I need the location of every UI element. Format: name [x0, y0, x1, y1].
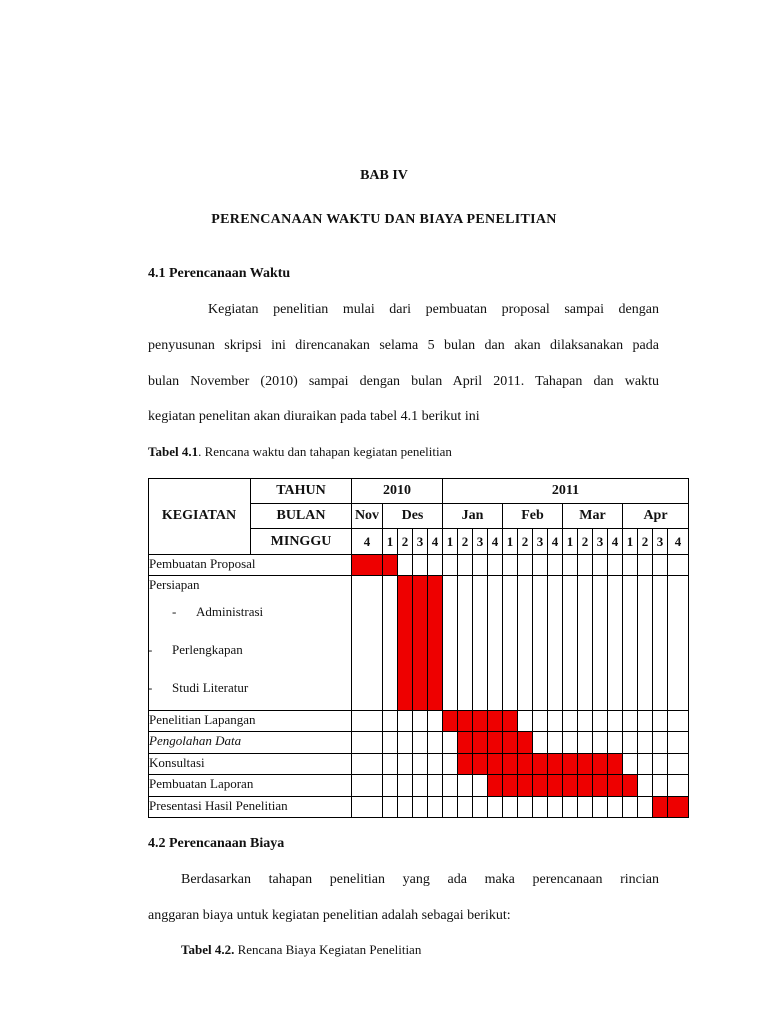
schedule-empty-cell: [638, 797, 653, 818]
schedule-empty-cell: [593, 576, 608, 711]
schedule-bar-cell: [593, 754, 608, 775]
week-header: 1: [503, 529, 518, 555]
schedule-empty-cell: [668, 775, 689, 797]
schedule-bar-cell: [473, 732, 488, 754]
schedule-empty-cell: [443, 775, 458, 797]
schedule-empty-cell: [578, 797, 593, 818]
schedule-empty-cell: [623, 711, 638, 732]
schedule-empty-cell: [638, 711, 653, 732]
schedule-empty-cell: [563, 576, 578, 711]
schedule-bar-cell: [473, 754, 488, 775]
schedule-empty-cell: [428, 775, 443, 797]
table-4-2-caption: [181, 942, 421, 958]
chapter-title: PERENCANAAN WAKTU DAN BIAYA PENELITIAN: [211, 212, 557, 227]
week-header: 3: [653, 529, 668, 555]
schedule-empty-cell: [653, 576, 668, 711]
schedule-empty-cell: [398, 555, 413, 576]
schedule-bar-cell: [578, 775, 593, 797]
schedule-empty-cell: [488, 797, 503, 818]
schedule-empty-cell: [443, 576, 458, 711]
schedule-empty-cell: [488, 555, 503, 576]
month-header: Apr: [623, 504, 689, 529]
bullet-dash: -: [172, 604, 177, 619]
schedule-empty-cell: [352, 797, 383, 818]
schedule-empty-cell: [563, 797, 578, 818]
schedule-bar-cell: [503, 754, 518, 775]
schedule-empty-cell: [533, 732, 548, 754]
schedule-empty-cell: [352, 576, 383, 711]
schedule-empty-cell: [668, 555, 689, 576]
paragraph-line: penyusunan skripsi ini direncanakan selama 5 bulan dan akan dilaksanakan pada: [148, 338, 659, 353]
schedule-empty-cell: [383, 754, 398, 775]
week-header: 1: [623, 529, 638, 555]
schedule-empty-cell: [563, 711, 578, 732]
schedule-empty-cell: [578, 732, 593, 754]
schedule-empty-cell: [638, 775, 653, 797]
activity-subitem: Perlengkapan: [172, 642, 243, 657]
schedule-bar-cell: [488, 732, 503, 754]
schedule-bar-cell: [608, 754, 623, 775]
schedule-empty-cell: [623, 754, 638, 775]
week-header: 3: [593, 529, 608, 555]
schedule-empty-cell: [398, 797, 413, 818]
week-header: 3: [413, 529, 428, 555]
schedule-empty-cell: [488, 576, 503, 711]
schedule-empty-cell: [608, 576, 623, 711]
schedule-bar-cell: [548, 775, 563, 797]
schedule-empty-cell: [428, 732, 443, 754]
schedule-empty-cell: [548, 797, 563, 818]
schedule-empty-cell: [668, 732, 689, 754]
schedule-table: [148, 478, 689, 818]
schedule-empty-cell: [518, 711, 533, 732]
schedule-bar-cell: [488, 775, 503, 797]
week-header: 4: [668, 529, 689, 555]
schedule-empty-cell: [518, 555, 533, 576]
schedule-empty-cell: [413, 711, 428, 732]
activity-label: Pembuatan Proposal: [148, 555, 352, 576]
schedule-empty-cell: [458, 797, 473, 818]
schedule-empty-cell: [668, 754, 689, 775]
schedule-bar-cell: [503, 732, 518, 754]
bullet-dash: -: [148, 642, 153, 657]
week-header: 4: [428, 529, 443, 555]
schedule-empty-cell: [383, 732, 398, 754]
schedule-bar-cell: [488, 754, 503, 775]
schedule-empty-cell: [563, 555, 578, 576]
schedule-empty-cell: [533, 711, 548, 732]
month-header: Nov: [352, 504, 383, 529]
year-header: 2011: [443, 478, 689, 504]
schedule-empty-cell: [668, 576, 689, 711]
schedule-empty-cell: [398, 754, 413, 775]
schedule-empty-cell: [623, 732, 638, 754]
schedule-empty-cell: [413, 754, 428, 775]
schedule-bar-cell: [488, 711, 503, 732]
week-header: 4: [352, 529, 383, 555]
week-header: 1: [383, 529, 398, 555]
week-header: 2: [518, 529, 533, 555]
schedule-empty-cell: [593, 555, 608, 576]
week-header: 2: [578, 529, 593, 555]
caption-label: Tabel 4.1: [148, 444, 199, 459]
schedule-bar-cell: [578, 754, 593, 775]
week-header: 4: [488, 529, 503, 555]
schedule-empty-cell: [503, 555, 518, 576]
schedule-empty-cell: [383, 797, 398, 818]
schedule-empty-cell: [413, 555, 428, 576]
section-4-2-title: 4.2 Perencanaan Biaya: [148, 836, 285, 851]
schedule-empty-cell: [473, 797, 488, 818]
schedule-empty-cell: [413, 732, 428, 754]
schedule-empty-cell: [443, 555, 458, 576]
month-header: Des: [383, 504, 443, 529]
schedule-bar-cell: [428, 576, 443, 711]
schedule-bar-cell: [518, 732, 533, 754]
schedule-bar-cell: [473, 711, 488, 732]
caption-label: Tabel 4.2.: [181, 942, 235, 957]
schedule-empty-cell: [608, 711, 623, 732]
schedule-empty-cell: [383, 711, 398, 732]
schedule-empty-cell: [383, 775, 398, 797]
schedule-empty-cell: [458, 555, 473, 576]
schedule-bar-cell: [533, 754, 548, 775]
schedule-empty-cell: [443, 754, 458, 775]
month-header: Mar: [563, 504, 623, 529]
minggu-header: MINGGU: [251, 529, 352, 555]
schedule-empty-cell: [458, 576, 473, 711]
schedule-empty-cell: [533, 555, 548, 576]
schedule-bar-cell: [503, 775, 518, 797]
schedule-empty-cell: [458, 775, 473, 797]
week-header: 1: [443, 529, 458, 555]
schedule-bar-cell: [653, 797, 668, 818]
schedule-bar-cell: [413, 576, 428, 711]
week-header: 1: [563, 529, 578, 555]
schedule-bar-cell: [563, 775, 578, 797]
paragraph-line: kegiatan penelitan akan diuraikan pada tabel 4.1 berikut ini: [148, 409, 480, 424]
table-4-1-caption: [148, 444, 452, 460]
schedule-empty-cell: [473, 775, 488, 797]
schedule-bar-cell: [533, 775, 548, 797]
schedule-bar-cell: [352, 555, 383, 576]
schedule-empty-cell: [473, 555, 488, 576]
schedule-empty-cell: [533, 576, 548, 711]
week-header: 2: [458, 529, 473, 555]
schedule-bar-cell: [458, 732, 473, 754]
schedule-bar-cell: [623, 775, 638, 797]
schedule-empty-cell: [548, 732, 563, 754]
schedule-empty-cell: [413, 797, 428, 818]
schedule-empty-cell: [352, 732, 383, 754]
activity-label: Penelitian Lapangan: [148, 711, 352, 732]
schedule-empty-cell: [398, 732, 413, 754]
schedule-empty-cell: [638, 576, 653, 711]
schedule-empty-cell: [578, 555, 593, 576]
schedule-empty-cell: [608, 797, 623, 818]
schedule-empty-cell: [398, 775, 413, 797]
schedule-empty-cell: [413, 775, 428, 797]
schedule-empty-cell: [428, 711, 443, 732]
schedule-bar-cell: [548, 754, 563, 775]
schedule-empty-cell: [518, 576, 533, 711]
week-header: 4: [608, 529, 623, 555]
schedule-empty-cell: [578, 576, 593, 711]
schedule-empty-cell: [653, 732, 668, 754]
chapter-heading: BAB IV: [360, 168, 408, 183]
bulan-header: BULAN: [251, 504, 352, 529]
schedule-empty-cell: [578, 711, 593, 732]
schedule-bar-cell: [458, 711, 473, 732]
schedule-bar-cell: [503, 711, 518, 732]
schedule-bar-cell: [383, 555, 398, 576]
schedule-empty-cell: [593, 797, 608, 818]
schedule-bar-cell: [458, 754, 473, 775]
schedule-empty-cell: [352, 754, 383, 775]
schedule-empty-cell: [638, 732, 653, 754]
week-header: 3: [533, 529, 548, 555]
schedule-empty-cell: [593, 732, 608, 754]
schedule-empty-cell: [608, 555, 623, 576]
paragraph-line: anggaran biaya untuk kegiatan penelitian adalah sebagai berikut:: [148, 908, 511, 923]
month-header: Feb: [503, 504, 563, 529]
schedule-empty-cell: [548, 576, 563, 711]
paragraph-line: bulan November (2010) sampai dengan bulan April 2011. Tahapan dan waktu: [148, 374, 659, 389]
tahun-header: TAHUN: [251, 478, 352, 504]
schedule-empty-cell: [563, 732, 578, 754]
activity-label: Pembuatan Laporan: [148, 775, 352, 797]
schedule-empty-cell: [473, 576, 488, 711]
schedule-empty-cell: [398, 711, 413, 732]
section-4-1-title: 4.1 Perencanaan Waktu: [148, 266, 291, 281]
schedule-empty-cell: [638, 754, 653, 775]
kegiatan-header: KEGIATAN: [148, 478, 251, 555]
paragraph-line: Kegiatan penelitian mulai dari pembuatan proposal sampai dengan: [208, 302, 659, 317]
schedule-bar-cell: [563, 754, 578, 775]
schedule-empty-cell: [623, 797, 638, 818]
activity-label: Pengolahan Data: [148, 732, 352, 754]
schedule-empty-cell: [383, 576, 398, 711]
schedule-empty-cell: [443, 797, 458, 818]
schedule-empty-cell: [443, 732, 458, 754]
schedule-empty-cell: [608, 732, 623, 754]
week-header: 2: [398, 529, 413, 555]
schedule-empty-cell: [352, 711, 383, 732]
month-header: Jan: [443, 504, 503, 529]
schedule-empty-cell: [653, 754, 668, 775]
caption-text: . Rencana waktu dan tahapan kegiatan penelitian: [198, 444, 452, 459]
week-header: 3: [473, 529, 488, 555]
schedule-empty-cell: [428, 797, 443, 818]
year-header: 2010: [352, 478, 443, 504]
week-header: 4: [548, 529, 563, 555]
schedule-bar-cell: [398, 576, 413, 711]
paragraph-line: Berdasarkan tahapan penelitian yang ada maka perencanaan rincian: [181, 872, 659, 887]
activity-label: Konsultasi: [148, 754, 352, 775]
week-header: 2: [638, 529, 653, 555]
schedule-empty-cell: [653, 711, 668, 732]
schedule-empty-cell: [593, 711, 608, 732]
schedule-bar-cell: [668, 797, 689, 818]
activity-label: Presentasi Hasil Penelitian: [148, 797, 352, 818]
schedule-empty-cell: [533, 797, 548, 818]
bullet-dash: -: [148, 680, 153, 695]
schedule-empty-cell: [428, 555, 443, 576]
schedule-empty-cell: [638, 555, 653, 576]
schedule-empty-cell: [653, 775, 668, 797]
schedule-bar-cell: [443, 711, 458, 732]
schedule-empty-cell: [503, 797, 518, 818]
schedule-empty-cell: [352, 775, 383, 797]
schedule-empty-cell: [623, 576, 638, 711]
schedule-bar-cell: [518, 754, 533, 775]
activity-subitem: Administrasi: [196, 604, 264, 619]
schedule-empty-cell: [623, 555, 638, 576]
schedule-empty-cell: [548, 711, 563, 732]
schedule-empty-cell: [428, 754, 443, 775]
schedule-empty-cell: [668, 711, 689, 732]
activity-subitem: Studi Literatur: [172, 680, 249, 695]
schedule-empty-cell: [503, 576, 518, 711]
caption-text: Rencana Biaya Kegiatan Penelitian: [234, 942, 422, 957]
schedule-empty-cell: [548, 555, 563, 576]
schedule-bar-cell: [518, 775, 533, 797]
schedule-bar-cell: [608, 775, 623, 797]
activity-label: Persiapan: [148, 576, 352, 711]
schedule-empty-cell: [518, 797, 533, 818]
schedule-empty-cell: [653, 555, 668, 576]
schedule-bar-cell: [593, 775, 608, 797]
